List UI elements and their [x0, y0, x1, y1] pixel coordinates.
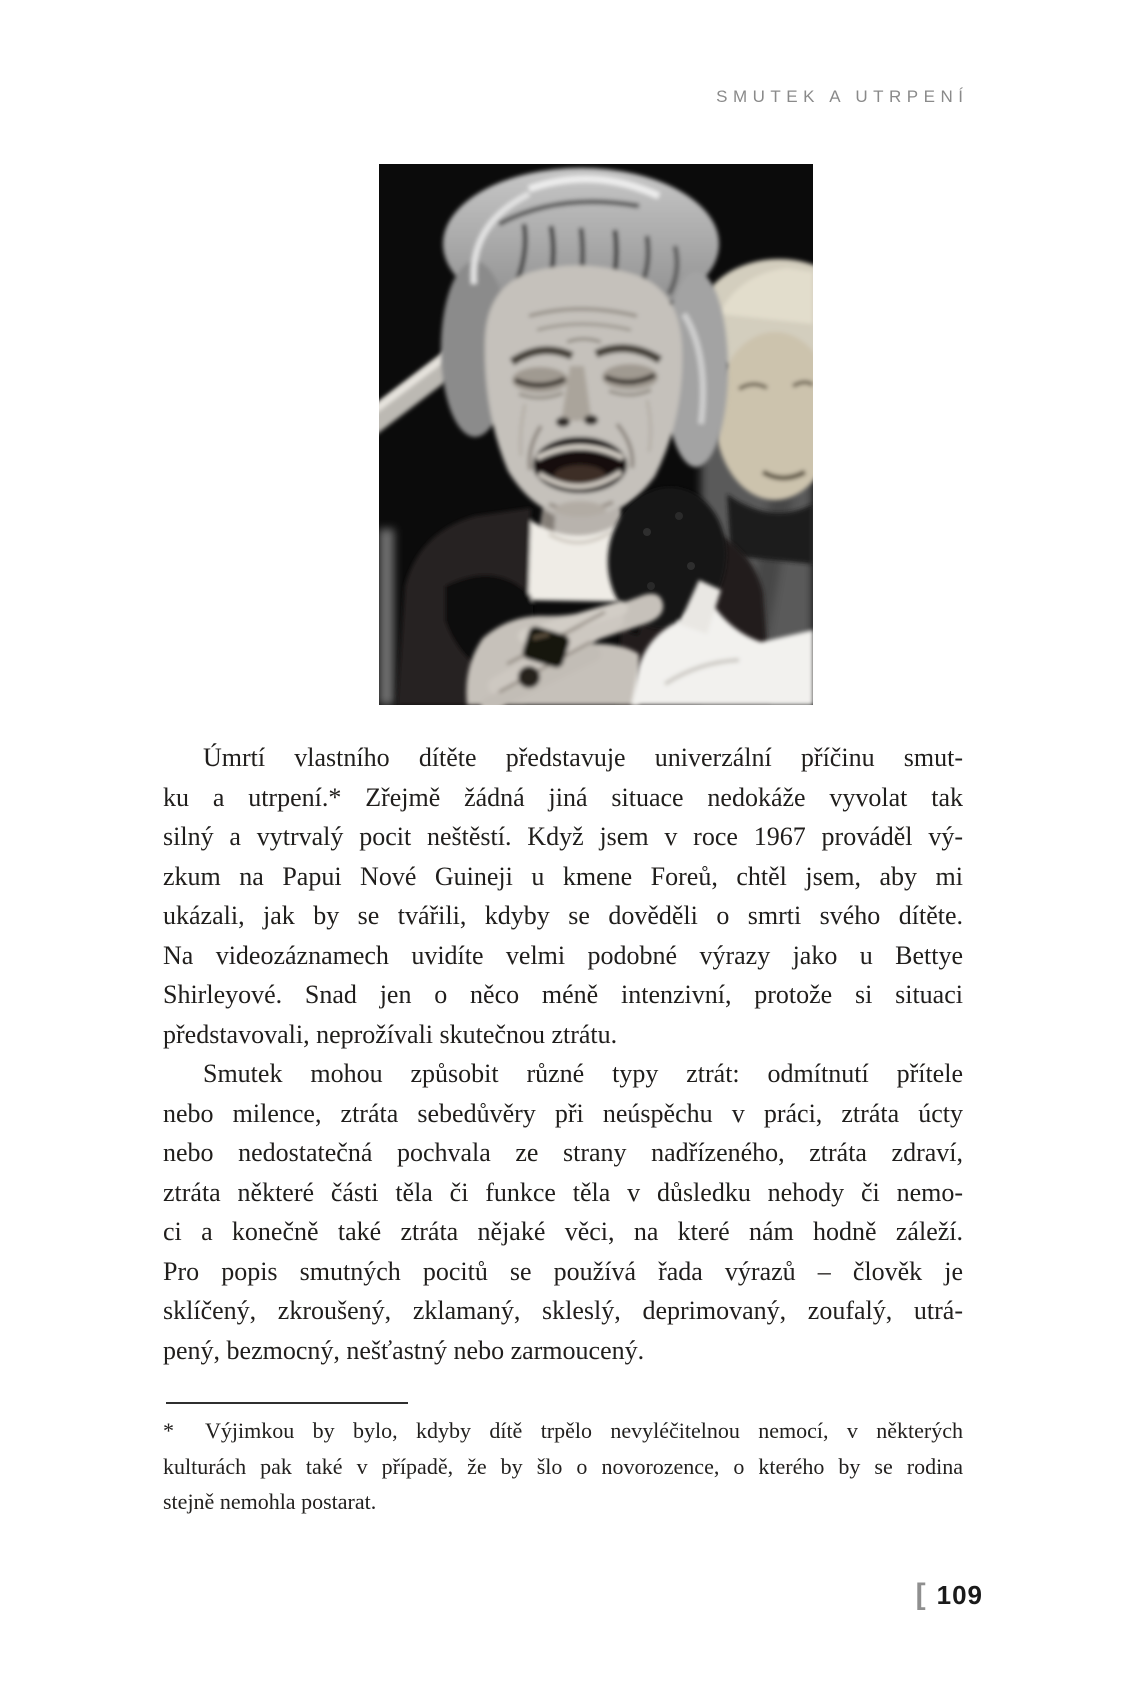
footnote-line: kulturách pak také v případě, že by šlo o novorozence, o kterého by se rodina: [163, 1453, 963, 1479]
photo-illustration: [379, 164, 813, 705]
body-line: ku a utrpení.* Zřejmě žádná jiná situace nedokáže vyvolat tak: [163, 782, 963, 812]
body-line: sklíčený, zkroušený, zklamaný, skleslý, deprimovaný, zoufalý, utrá-: [163, 1296, 963, 1325]
body-line: nebo nedostatečná pochvala ze strany nadřízeného, ztráta zdraví,: [163, 1138, 963, 1167]
paragraph: [163, 1054, 963, 1370]
bracket-glyph: [: [915, 1578, 926, 1611]
body-line: silný a vytrvalý pocit neštěstí. Když jsem v roce 1967 prováděl vý-: [163, 822, 963, 851]
body-line: pený, bezmocný, nešťastný nebo zarmoucený.: [163, 1335, 645, 1365]
body-line: nebo milence, ztráta sebedůvěry při neúspěchu v práci, ztráta úcty: [163, 1098, 963, 1128]
body-line: Na videozáznamech uvidíte velmi podobné výrazy jako u Bettye: [163, 940, 963, 970]
footnote: [163, 1413, 963, 1520]
footnote-line: [163, 1413, 963, 1449]
running-header: SMUTEK A UTRPENÍ: [716, 87, 969, 106]
body-line: ztráta některé části těla či funkce těla v důsledku nehody či nemo-: [163, 1177, 963, 1207]
photo-crying-woman: [379, 164, 813, 705]
footnote-marker: *: [163, 1418, 174, 1443]
body-line: ukázali, jak by se tvářili, kdyby se dověděli o smrti svého dítěte.: [163, 901, 963, 930]
page-number: [916, 1578, 983, 1612]
body-line: Pro popis smutných pocitů se používá řada výrazů – člověk je: [163, 1256, 963, 1286]
body-line: Úmrtí vlastního dítěte představuje univerzální příčinu smut-: [203, 743, 963, 772]
page-number-value: 109: [936, 1580, 983, 1610]
footnote-text: Výjimkou by bylo, kdyby dítě trpělo nevyléčitelnou nemocí, v některých: [205, 1418, 963, 1443]
footnote-divider: [166, 1402, 408, 1404]
body-line: Shirleyové. Snad jen o něco méně intenzivní, protože si situaci: [163, 980, 963, 1009]
body-line: zkum na Papui Nové Guineji u kmene Foreů, chtěl jsem, aby mi: [163, 861, 963, 891]
body-text: [163, 738, 963, 1370]
footnote-line: stejně nemohla postarat.: [163, 1489, 377, 1514]
body-line: Smutek mohou způsobit různé typy ztrát: odmítnutí přítele: [203, 1059, 963, 1088]
body-line: představovali, neprožívali skutečnou ztrátu.: [163, 1019, 618, 1049]
body-line: ci a konečně také ztráta nějaké věci, na které nám hodně záleží.: [163, 1217, 963, 1246]
paragraph: [163, 738, 963, 1054]
